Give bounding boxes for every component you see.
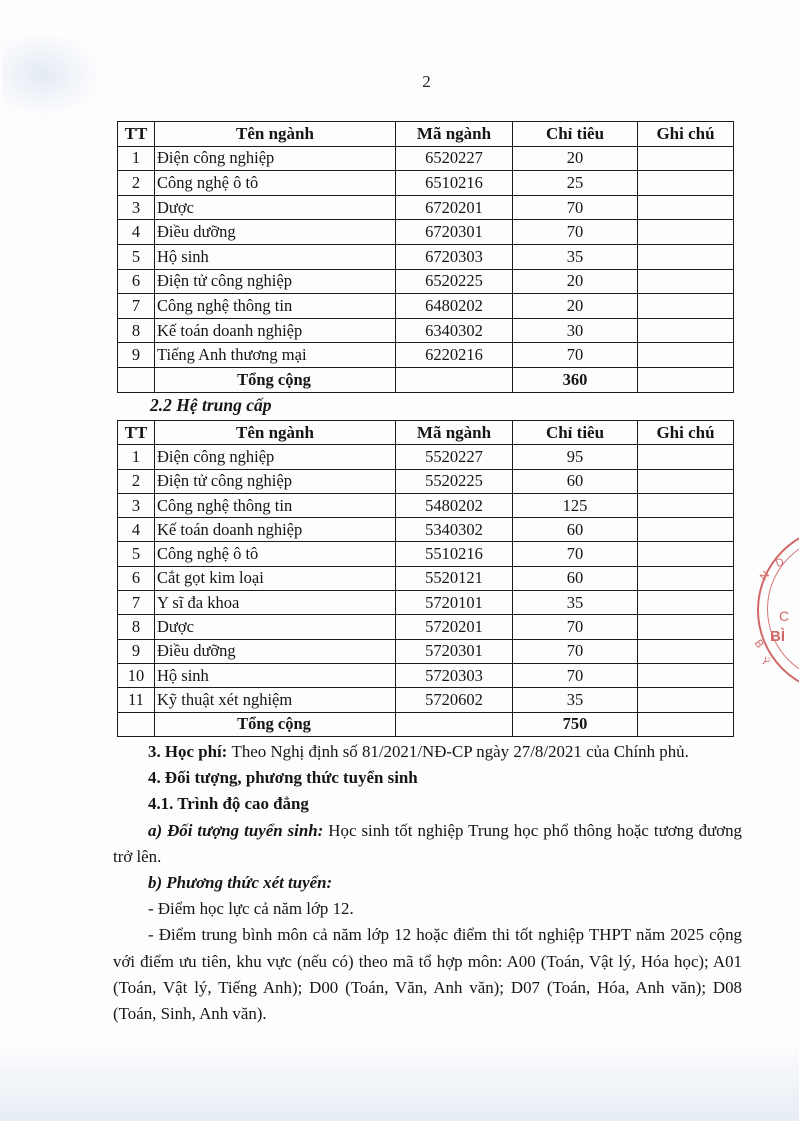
column-header: Ghi chú: [638, 421, 734, 445]
column-header: Tên ngành: [155, 421, 396, 445]
table-cell: 11: [118, 688, 155, 712]
total-label: Tổng cộng: [155, 367, 396, 392]
table-cell: 95: [513, 445, 638, 469]
table-row: [118, 195, 734, 220]
stamp-letter: C: [779, 608, 790, 624]
table-cell: 7: [118, 591, 155, 615]
table-row: [118, 663, 734, 687]
table-cell: [118, 712, 155, 736]
table-cell: [396, 367, 513, 392]
stamp-letter: N: [757, 569, 773, 583]
table-cell: [638, 195, 734, 220]
table-cell: Công nghệ ô tô: [155, 542, 396, 566]
table-row: [118, 493, 734, 517]
table-cell: 35: [513, 244, 638, 269]
table-cell: [638, 663, 734, 687]
column-header: Mã ngành: [396, 421, 513, 445]
stamp-letter: D: [773, 555, 787, 571]
column-header: Ghi chú: [638, 122, 734, 147]
table-row: [118, 445, 734, 469]
table-cell: 3: [118, 493, 155, 517]
table-header-row: [118, 122, 734, 147]
stamp-letter: Ý: [757, 655, 772, 669]
column-header: Chỉ tiêu: [513, 122, 638, 147]
table-cell: 4: [118, 518, 155, 542]
table-cell: Điều dưỡng: [155, 220, 396, 245]
table-cell: [638, 343, 734, 368]
table-cell: 2: [118, 171, 155, 196]
table-cell: [638, 518, 734, 542]
paragraph: [113, 818, 742, 870]
table-row: [118, 639, 734, 663]
text-segment: b) Phương thức xét tuyển:: [148, 873, 333, 893]
table-cell: 4: [118, 220, 155, 245]
table-cell: Công nghệ ô tô: [155, 171, 396, 196]
table-cell: 5: [118, 244, 155, 269]
table-row: [118, 244, 734, 269]
table-row: [118, 318, 734, 343]
table-cell: Điều dưỡng: [155, 639, 396, 663]
table-cell: [638, 294, 734, 319]
paragraph: [113, 791, 742, 817]
table-cell: 6: [118, 566, 155, 590]
table-row: [118, 146, 734, 171]
table-cell: 5720303: [396, 663, 513, 687]
text-segment: 4. Đối tượng, phương thức tuyển sinh: [148, 768, 418, 788]
column-header: Tên ngành: [155, 122, 396, 147]
paragraph: [113, 922, 742, 1027]
text-segment: - Điểm học lực cả năm lớp 12.: [148, 899, 354, 919]
table-cell: [638, 318, 734, 343]
table-cell: 5720301: [396, 639, 513, 663]
table-row: [118, 542, 734, 566]
table-cell: 125: [513, 493, 638, 517]
table-cell: 5720201: [396, 615, 513, 639]
table-cell: 5: [118, 542, 155, 566]
table-cell: 9: [118, 343, 155, 368]
table-cell: Tiếng Anh thương mại: [155, 343, 396, 368]
body-text: [113, 739, 742, 1027]
table-cell: [638, 712, 734, 736]
table-cell: Dược: [155, 195, 396, 220]
table-row: [118, 220, 734, 245]
table-total-row: [118, 367, 734, 392]
text-segment: a) Đối tượng tuyển sinh:: [148, 820, 324, 840]
table-cell: 1: [118, 445, 155, 469]
table-cell: 6720303: [396, 244, 513, 269]
table-cell: [638, 220, 734, 245]
table-cell: [638, 615, 734, 639]
table-cell: 35: [513, 688, 638, 712]
table-cell: [638, 244, 734, 269]
text-segment: - Điểm trung bình môn cả năm lớp 12 hoặc điểm thi tốt nghiệp THPT năm 2025 cộng với điểm ưu tiên, khu vực (nếu có) theo mã tổ hợp môn: A00 (Toán, Vật lý, Hóa học); A01 (Toán, Vật lý, Tiếng Anh); D00 (Toán, Văn, Anh văn); D07 (Toán, Hóa, Anh văn); D08 (Toán, Sinh, Anh văn).: [113, 925, 742, 1024]
table-cell: 70: [513, 615, 638, 639]
table-cell: [638, 171, 734, 196]
table-cell: 6720201: [396, 195, 513, 220]
table-cell: Hộ sinh: [155, 663, 396, 687]
table-cell: 20: [513, 269, 638, 294]
table-row: [118, 469, 734, 493]
table-cell: 20: [513, 294, 638, 319]
quota-table-trung-cap: [117, 420, 734, 737]
table-cell: [638, 493, 734, 517]
table-cell: Điện tử công nghiệp: [155, 469, 396, 493]
table-cell: 6480202: [396, 294, 513, 319]
table-cell: 6340302: [396, 318, 513, 343]
table-cell: 5520121: [396, 566, 513, 590]
table-cell: 60: [513, 518, 638, 542]
table-row: [118, 294, 734, 319]
table-cell: 70: [513, 542, 638, 566]
column-header: TT: [118, 421, 155, 445]
table-cell: 9: [118, 639, 155, 663]
table-cell: 70: [513, 639, 638, 663]
table-cell: 8: [118, 615, 155, 639]
table-cell: 5520227: [396, 445, 513, 469]
table-cell: 1: [118, 146, 155, 171]
table-cell: 6220216: [396, 343, 513, 368]
quota-table-cao-dang: [117, 121, 734, 393]
paragraph: [113, 870, 742, 896]
table-row: [118, 591, 734, 615]
table-cell: Điện công nghiệp: [155, 445, 396, 469]
table-cell: 6520225: [396, 269, 513, 294]
table-header-row: [118, 421, 734, 445]
table-cell: Dược: [155, 615, 396, 639]
stamp-letter: BÌ: [770, 628, 785, 645]
paragraph: [113, 739, 742, 765]
text-segment: 3. Học phí:: [148, 742, 232, 761]
text-segment: 4.1. Trình độ cao đẳng: [148, 794, 309, 814]
table-cell: [638, 146, 734, 171]
table-cell: [118, 367, 155, 392]
column-header: TT: [118, 122, 155, 147]
table-row: [118, 269, 734, 294]
table-cell: 6520227: [396, 146, 513, 171]
table-cell: 8: [118, 318, 155, 343]
table-cell: [638, 639, 734, 663]
table-row: [118, 566, 734, 590]
table-total-row: [118, 712, 734, 736]
total-value: 750: [513, 712, 638, 736]
table-cell: Điện công nghiệp: [155, 146, 396, 171]
table-cell: [638, 542, 734, 566]
stamp-outer-ring: [757, 526, 799, 694]
table-cell: Cắt gọt kim loại: [155, 566, 396, 590]
page-number: 2: [422, 72, 431, 91]
table-cell: Kỹ thuật xét nghiệm: [155, 688, 396, 712]
table-cell: 60: [513, 566, 638, 590]
table-cell: Hộ sinh: [155, 244, 396, 269]
table-cell: [396, 712, 513, 736]
table-row: [118, 343, 734, 368]
table-cell: 70: [513, 195, 638, 220]
table-row: [118, 615, 734, 639]
table-cell: 35: [513, 591, 638, 615]
table-cell: [638, 269, 734, 294]
table-cell: Điện tử công nghiệp: [155, 269, 396, 294]
table-cell: Y sĩ đa khoa: [155, 591, 396, 615]
table-cell: 6: [118, 269, 155, 294]
total-value: 360: [513, 367, 638, 392]
table-cell: 5510216: [396, 542, 513, 566]
text-segment: Theo Nghị định số 81/2021/NĐ-CP ngày 27/8/2021 của Chính phủ.: [231, 742, 689, 761]
column-header: Mã ngành: [396, 122, 513, 147]
table-row: [118, 171, 734, 196]
table-cell: 6510216: [396, 171, 513, 196]
table-cell: 6720301: [396, 220, 513, 245]
table-cell: 10: [118, 663, 155, 687]
table-cell: Công nghệ thông tin: [155, 493, 396, 517]
table-cell: 70: [513, 220, 638, 245]
table-cell: Kế toán doanh nghiệp: [155, 518, 396, 542]
table-cell: 3: [118, 195, 155, 220]
column-header: Chỉ tiêu: [513, 421, 638, 445]
paragraph: [113, 765, 742, 791]
table-cell: 30: [513, 318, 638, 343]
total-label: Tổng cộng: [155, 712, 396, 736]
table-cell: [638, 445, 734, 469]
stamp-letter: B: [751, 637, 766, 651]
table-cell: [638, 566, 734, 590]
table-cell: 5340302: [396, 518, 513, 542]
table-cell: Kế toán doanh nghiệp: [155, 318, 396, 343]
table-cell: Công nghệ thông tin: [155, 294, 396, 319]
text-segment: Học sinh tốt nghiệp Trung học phổ thông hoặc tương đương trở lên.: [113, 820, 742, 866]
table-cell: 5520225: [396, 469, 513, 493]
stamp-inner-ring: [767, 536, 799, 682]
table-cell: [638, 367, 734, 392]
paragraph: [113, 896, 742, 922]
table-cell: 25: [513, 171, 638, 196]
table-row: [118, 688, 734, 712]
table-cell: 70: [513, 663, 638, 687]
table-cell: 5720602: [396, 688, 513, 712]
table-cell: 7: [118, 294, 155, 319]
table-cell: 20: [513, 146, 638, 171]
section-heading-2-2: 2.2 Hệ trung cấp: [150, 395, 272, 415]
table-cell: 2: [118, 469, 155, 493]
table-row: [118, 518, 734, 542]
table-cell: [638, 591, 734, 615]
table-cell: 5720101: [396, 591, 513, 615]
table-cell: 60: [513, 469, 638, 493]
table-cell: 5480202: [396, 493, 513, 517]
table-cell: 70: [513, 343, 638, 368]
scan-smudge-artifact: [2, 38, 102, 118]
table-cell: [638, 688, 734, 712]
table-cell: [638, 469, 734, 493]
scan-shadow-artifact: [0, 1043, 799, 1121]
